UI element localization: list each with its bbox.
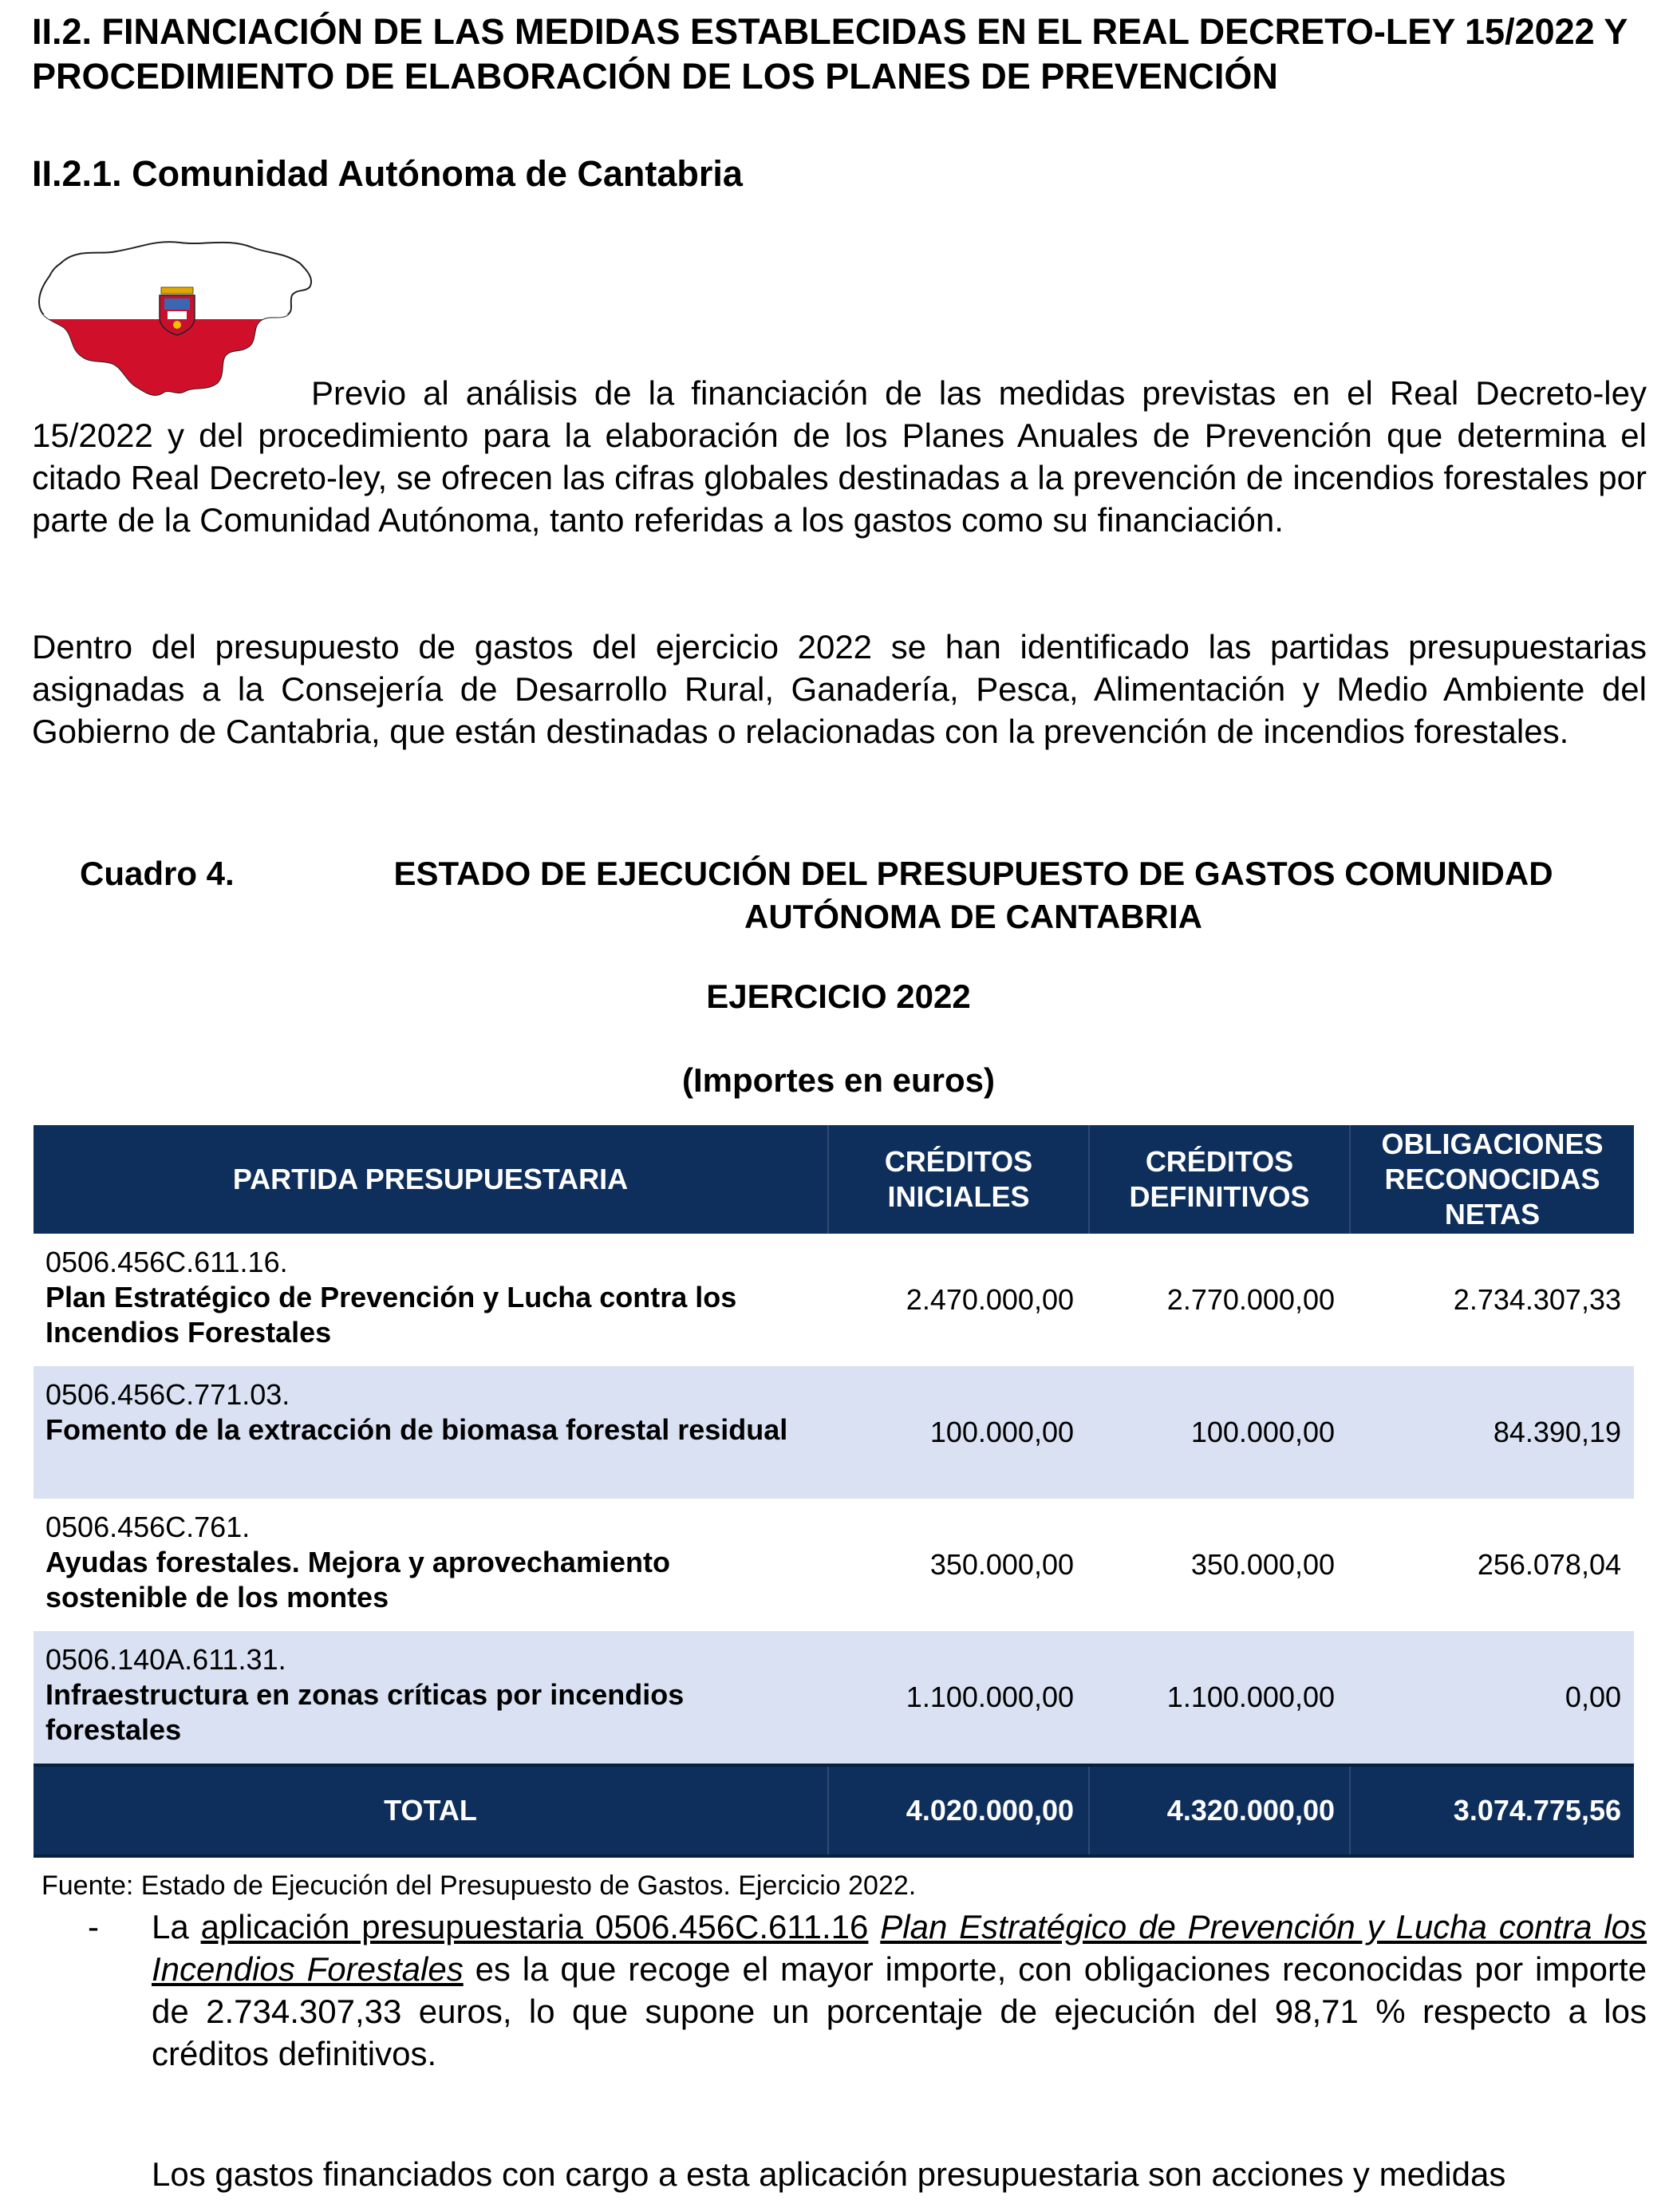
bullet-paragraph [152, 1906, 1647, 2075]
row-creditos-iniciales: 350.000,00 [929, 1548, 1074, 1581]
bullet-rest: es la que recoge el mayor importe, con obligaciones reconocidas por importe de 2.734.307,33 euros, lo que supone un porcentaje de ejecución del 98,71 % respecto a los créditos definitivos. [152, 1950, 1647, 2072]
continuation-paragraph: Los gastos financiados con cargo a esta aplicación presupuestaria son acciones y medidas [152, 2155, 1506, 2193]
row-obligaciones: 0,00 [1565, 1681, 1621, 1713]
row-creditos-iniciales: 1.100.000,00 [906, 1681, 1074, 1713]
table-row [34, 1234, 1634, 1366]
row-code: 0506.140A.611.31. [45, 1643, 286, 1676]
intro-paragraph-1: Previo al análisis de la financiación de las medidas previstas en el Real Decreto-ley 15/2022 y del procedimiento para la elaboración de los Planes Anuales de Prevención que determina el citado Real Decreto-ley, se ofrecen las cifras globales destinadas a la prevención de incendios forestales por parte de la Comunidad Autónoma, tanto referidas a los gastos como su financiación. [32, 374, 1647, 539]
row-code: 0506.456C.611.16. [45, 1246, 288, 1278]
total-creditos-iniciales: 4.020.000,00 [827, 1767, 1088, 1855]
total-creditos-definitivos: 4.320.000,00 [1088, 1767, 1349, 1855]
row-obligaciones: 2.734.307,33 [1453, 1283, 1621, 1316]
row-creditos-definitivos: 100.000,00 [1190, 1416, 1335, 1448]
budget-table [34, 1125, 1634, 1858]
table-number: Cuadro 4. [80, 855, 235, 892]
source-note: Fuente: Estado de Ejecución del Presupuesto de Gastos. Ejercicio 2022. [41, 1870, 917, 1901]
row-name: Plan Estratégico de Prevención y Lucha contra los Incendios Forestales [45, 1281, 737, 1349]
bullet-dash: - [88, 1908, 99, 1945]
section-heading: II.2. FINANCIACIÓN DE LAS MEDIDAS ESTABLECIDAS EN EL REAL DECRETO-LEY 15/2022 Y PROCEDIMIENTO DE ELABORACIÓN DE LOS PLANES DE PREVENCIÓN [32, 11, 1628, 97]
table-total-row [34, 1764, 1634, 1858]
row-creditos-definitivos: 350.000,00 [1190, 1548, 1335, 1581]
header-creditos-iniciales: CRÉDITOS INICIALES [827, 1125, 1088, 1234]
budget-line-name: Plan Estratégico de Prevención y Lucha contra los Incendios Forestales [152, 1908, 1647, 1988]
table-row [34, 1499, 1634, 1631]
total-label: TOTAL [384, 1794, 477, 1827]
row-name: Ayudas forestales. Mejora y aprovechamiento sostenible de los montes [45, 1546, 670, 1614]
row-creditos-definitivos: 1.100.000,00 [1166, 1681, 1335, 1713]
table-header [34, 1125, 1634, 1234]
row-creditos-iniciales: 100.000,00 [929, 1416, 1074, 1448]
table-year: EJERCICIO 2022 [706, 978, 971, 1015]
row-name: Fomento de la extracción de biomasa forestal residual [45, 1413, 788, 1446]
subsection-heading: II.2.1. Comunidad Autónoma de Cantabria [32, 153, 743, 194]
row-creditos-definitivos: 2.770.000,00 [1166, 1283, 1335, 1316]
row-code: 0506.456C.771.03. [45, 1378, 290, 1411]
bullet-prefix: La [152, 1908, 189, 1945]
header-obligaciones: OBLIGACIONES RECONOCIDAS NETAS [1349, 1125, 1634, 1234]
header-creditos-definitivos: CRÉDITOS DEFINITIVOS [1088, 1125, 1349, 1234]
budget-line-reference: aplicación presupuestaria 0506.456C.611.16 [200, 1908, 869, 1945]
table-units: (Importes en euros) [681, 1061, 996, 1099]
table-row [34, 1631, 1634, 1764]
total-obligaciones: 3.074.775,56 [1349, 1767, 1634, 1855]
table-title: ESTADO DE EJECUCIÓN DEL PRESUPUESTO DE GASTOS COMUNIDAD AUTÓNOMA DE CANTABRIA [393, 855, 1553, 935]
row-name: Infraestructura en zonas críticas por incendios forestales [45, 1678, 685, 1746]
row-creditos-iniciales: 2.470.000,00 [906, 1283, 1074, 1316]
row-obligaciones: 84.390,19 [1493, 1416, 1621, 1448]
row-obligaciones: 256.078,04 [1477, 1548, 1621, 1581]
table-row [34, 1366, 1634, 1499]
row-code: 0506.456C.761. [45, 1511, 251, 1543]
header-partida: PARTIDA PRESUPUESTARIA [232, 1163, 629, 1195]
intro-paragraph-2: Dentro del presupuesto de gastos del ejercicio 2022 se han identificado las partidas presupuestarias asignadas a la Consejería de Desarrollo Rural, Ganadería, Pesca, Alimentación y Medio Ambiente del Gobierno de Cantabria, que están destinadas o relacionadas con la prevención de incendios forestales. [32, 628, 1647, 750]
